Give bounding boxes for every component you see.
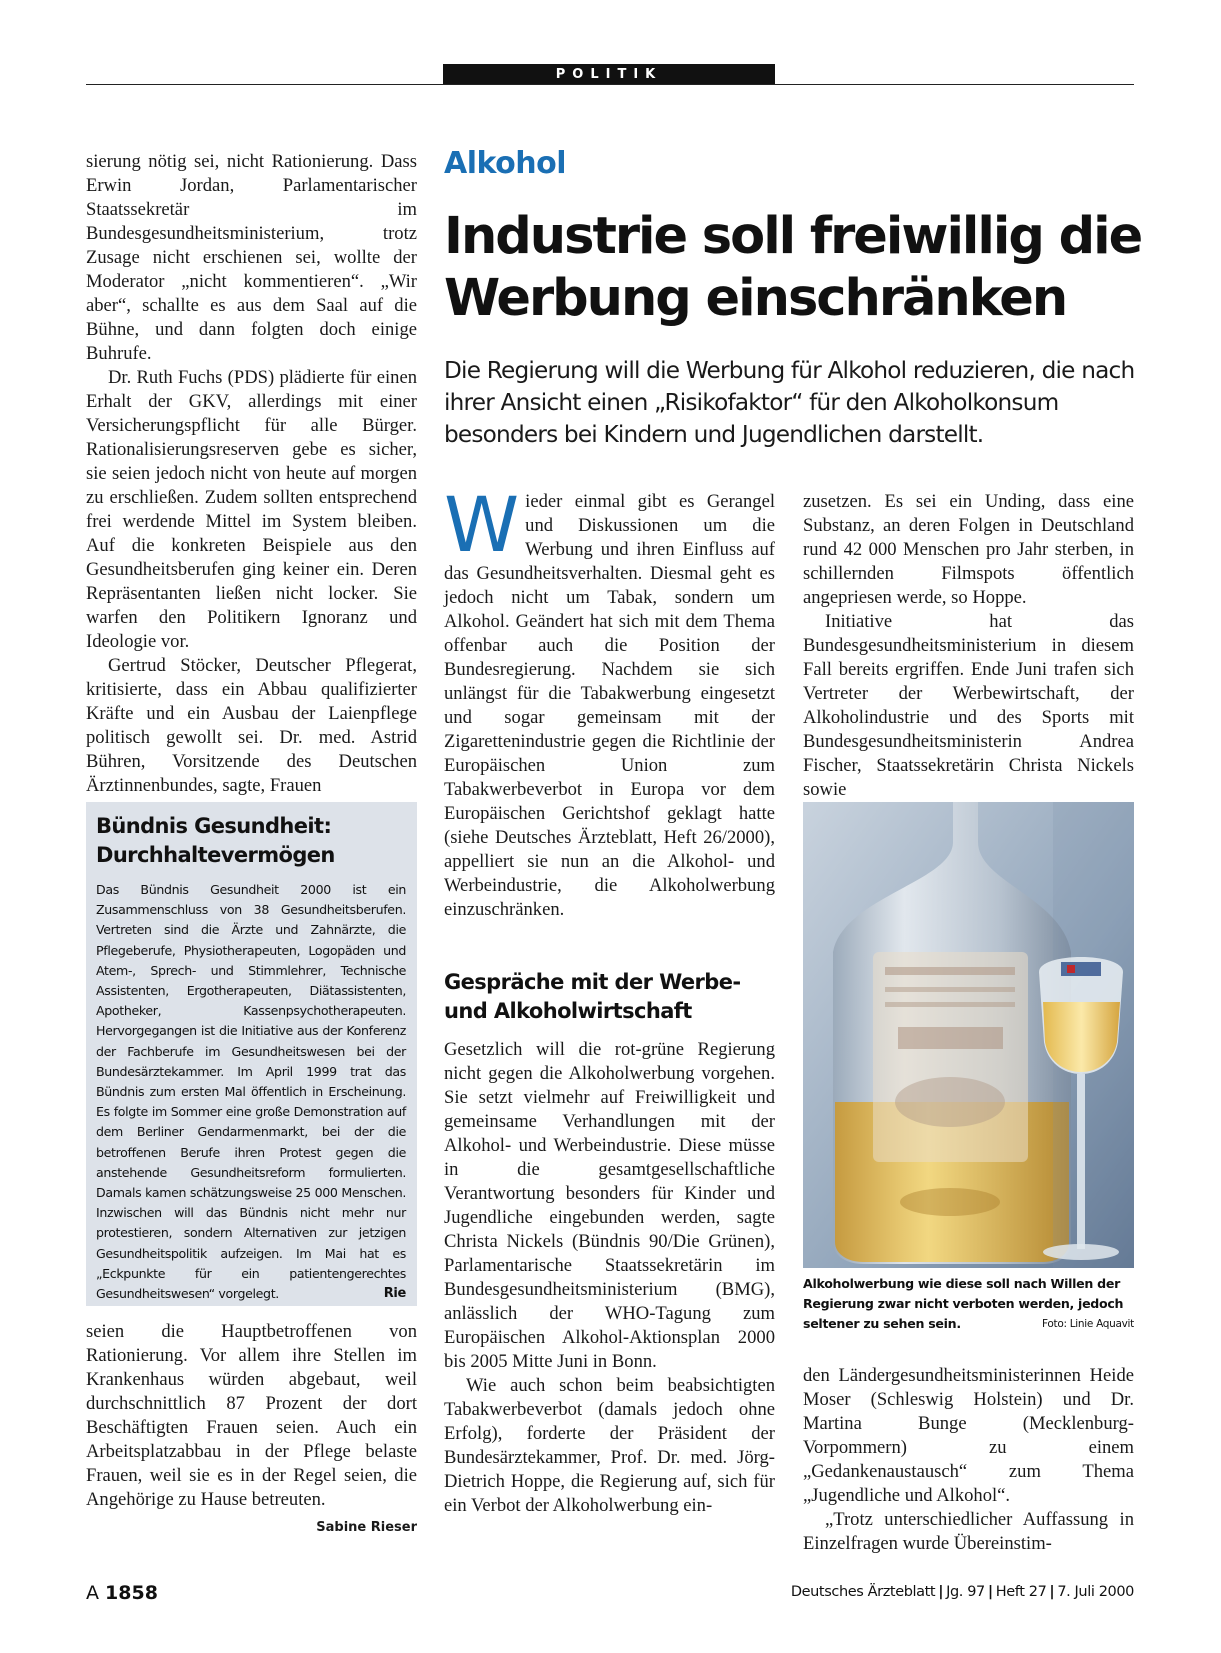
journal-issue: Heft 27 — [995, 1584, 1047, 1600]
separator: | — [1049, 1584, 1055, 1600]
section-subhead: Gespräche mit der Werbe- und Alkoholwirtschaft — [444, 970, 741, 1023]
paragraph: „Trotz unterschiedlicher Auffassung in Einzelfragen wurde Übereinstim- — [803, 1509, 1134, 1554]
page-prefix: A — [86, 1582, 99, 1604]
column-2-bottom — [444, 1038, 775, 1518]
article-kicker: Alkohol — [444, 146, 567, 181]
paragraph — [86, 1320, 417, 1535]
journal-date: 7. Juli 2000 — [1057, 1584, 1134, 1600]
paragraph: zusetzen. Es sei ein Unding, dass eine Substanz, an deren Folgen in Deutschland rund 42 000 Menschen pro Jahr sterben, in schillernden Filmspots öffentlich angepriesen werde, so Hoppe. — [803, 491, 1134, 608]
paragraph: Dr. Ruth Fuchs (PDS) plädierte für einen Erhalt der GKV, allerdings mit einer Versicherungspflicht für alle Bürger. Rationalisierungsreserven gebe es sicher, sie seien jedoch nicht von heute auf morgen zu erschließen. Zudem sollten entsprechend frei werdende Mittel im System bleiben. Auf die konkreten Beispiele aus den Gesundheitsberufen ging keiner ein. Deren Repräsentanten ließen nicht locker. Sie warfen den Politikern Ignoranz und Ideologie vor. — [86, 367, 417, 652]
info-box-signature: Rie — [383, 1286, 406, 1302]
drop-cap: W — [444, 480, 520, 569]
journal-info — [790, 1584, 1134, 1600]
column-1-top — [86, 150, 417, 798]
journal-volume: Jg. 97 — [946, 1584, 985, 1600]
column-2-top — [444, 480, 775, 922]
info-box-body: Das Bündnis Gesundheit 2000 ist ein Zusammenschluss von 38 Gesundheitsberufen. Vertreten sind die Ärzte und Zahnärzte, die Pflegeberufe, Physiotherapeuten, Logopäden und Atem-, Sprech- und Stimmlehrer, Technische Assistenten, Ergotherapeuten, Diätassistenten, Apotheker, Kassenpsychotherapeuten. Hervorgegangen ist die Initiative aus der Konferenz der Fachberufe im Gesundheitswesen bei der Bundesärztekammer. Im April 1999 trat das Bündnis zum ersten Mal öffentlich in Erscheinung. Es folgte im Sommer eine große Demonstration auf dem Berliner Gendarmenmarkt, bei der die betroffenen Berufe ihren Protest gegen die anstehende Gesundheitsreform formulierten. Damals kamen schätzungsweise 25 000 Menschen. Inzwischen will das Bündnis nicht mehr nur protestieren, sondern Alternativen zur jetzigen Gesundheitspolitik aufzeigen. Im Mai hat es „Eckpunkte für ein patientengerechtes Gesundheitswesen“ vorgelegt. — [96, 882, 406, 1302]
column-1-bottom — [86, 1320, 417, 1540]
separator: | — [938, 1584, 944, 1600]
info-box-text — [96, 880, 406, 1304]
article-lead: Die Regierung will die Werbung für Alkohol reduzieren, die nach ihrer Ansicht einen „Risikofaktor“ für den Alkoholkonsum besonders bei Kindern und Jugendlichen darstellt. — [444, 357, 1135, 448]
paragraph — [444, 480, 775, 922]
photo-caption — [803, 1274, 1134, 1334]
paragraph: den Ländergesundheitsministerinnen Heide Moser (Schleswig Holstein) und Dr. Martina Bunge (Mecklenburg-Vorpommern) zu einem „Gedankenaustausch“ zum Thema „Jugendliche und Alkohol“. — [803, 1365, 1134, 1506]
paragraph-text: ieder einmal gibt es Gerangel und Diskussionen um die Werbung und ihren Einfluss auf das Gesundheitsverhalten. Diesmal geht es jedoch nicht um Tabak, sondern um Alkohol. Geändert hat sich mit dem Thema offenbar auch die Position der Bundesregierung. Nachdem sie sich unlängst für die Tabakwerbung eingesetzt und sogar gemeinsam mit der Zigarettenindustrie gegen die Richtlinie der Europäischen Union zum Tabakwerbeverbot in Europa vor dem Europäischen Gerichtshof geklagt hatte (siehe Deutsches Ärzteblatt, Heft 26/2000), appelliert sie nun an die Alkohol- und Werbeindustrie, die Alkoholwerbung einzuschränken. — [444, 491, 775, 920]
bottle-glass-illustration — [803, 802, 1134, 1268]
section-label: POLITIK — [443, 64, 775, 85]
paragraph: sierung nötig sei, nicht Rationierung. Dass Erwin Jordan, Parlamentarischer Staatssekretär im Bundesgesundheitsministerium, trotz Zusage nicht erschienen sei, wollte der Moderator „nicht kommentieren“. „Wir aber“, schallte es aus dem Saal auf die Bühne, und dann folgten doch einige Buhrufe. — [86, 151, 417, 364]
column-3-top — [803, 490, 1134, 802]
journal-name: Deutsches Ärzteblatt — [790, 1584, 936, 1600]
article-headline: Industrie soll freiwillig die Werbung einschränken — [444, 207, 1142, 328]
separator: | — [987, 1584, 993, 1600]
column-3-bottom — [803, 1364, 1134, 1556]
paragraph: Wie auch schon beim beabsichtigten Tabakwerbeverbot (damals jedoch ohne Erfolg), forderte der Präsident der Bundesärztekammer, Prof. Dr. med. Jörg-Dietrich Hoppe, die Regierung auf, sich für ein Verbot der Alkoholwerbung ein- — [444, 1375, 775, 1516]
caption-text: Alkoholwerbung wie diese soll nach Willen der Regierung zwar nicht verboten werden, jedoch seltener zu sehen sein. — [803, 1276, 1124, 1331]
author-signature: Sabine Rieser — [316, 1520, 417, 1535]
photo-credit: Foto: Linie Aquavit — [1042, 1318, 1134, 1330]
info-box-title: Bündnis Gesundheit: Durchhaltevermögen — [96, 814, 335, 867]
paragraph: Gertrud Stöcker, Deutscher Pflegerat, kritisierte, dass ein Abbau qualifizierter Kräfte und ein Ausbau der Laienpflege politisch gewollt sei. Dr. med. Astrid Bühren, Vorsitzende des Deutschen Ärztinnenbundes, sagte, Frauen — [86, 655, 417, 796]
paragraph: Gesetzlich will die rot-grüne Regierung nicht gegen die Alkoholwerbung vorgehen. Sie setzt vielmehr auf Freiwilligkeit und gemeinsame Verhandlungen mit der Alkohol- und Werbeindustrie. Diese müsse in die gesamtgesellschaftliche Verantwortung besonders für Kinder und Jugendliche eingebunden werden, sagte Christa Nickels (Bündnis 90/Die Grünen), Parlamentarische Staatssekretärin im Bundesgesundheitsministerium (BMG), anlässlich der WHO-Tagung zum Europäischen Alkohol-Aktionsplan 2000 bis 2005 Mitte Juni in Bonn. — [444, 1039, 775, 1372]
photo-aquavit-bottle — [803, 802, 1134, 1268]
paragraph-text: seien die Hauptbetroffenen von Rationierung. Vor allem ihre Stellen im Krankenhaus würden abgebaut, weil durchschnittlich 87 Prozent der dort Beschäftigten Frauen seien. Auch ein Arbeitsplatzabbau in der Pflege belaste Frauen, weil sie es in der Regel seien, die Angehörige zu Hause betreuten. — [86, 1321, 417, 1510]
info-box — [86, 802, 417, 1306]
paragraph: Initiative hat das Bundesgesundheitsministerium in diesem Fall bereits ergriffen. Ende Juni trafen sich Vertreter der Werbewirtschaft, der Alkoholindustrie und des Sports mit Bundesgesundheitsministerin Andrea Fischer, Staatssekretärin Christa Nickels sowie — [803, 611, 1134, 800]
page-number — [86, 1582, 158, 1604]
page-number-value: 1858 — [105, 1582, 158, 1604]
header-rule — [86, 84, 1134, 85]
